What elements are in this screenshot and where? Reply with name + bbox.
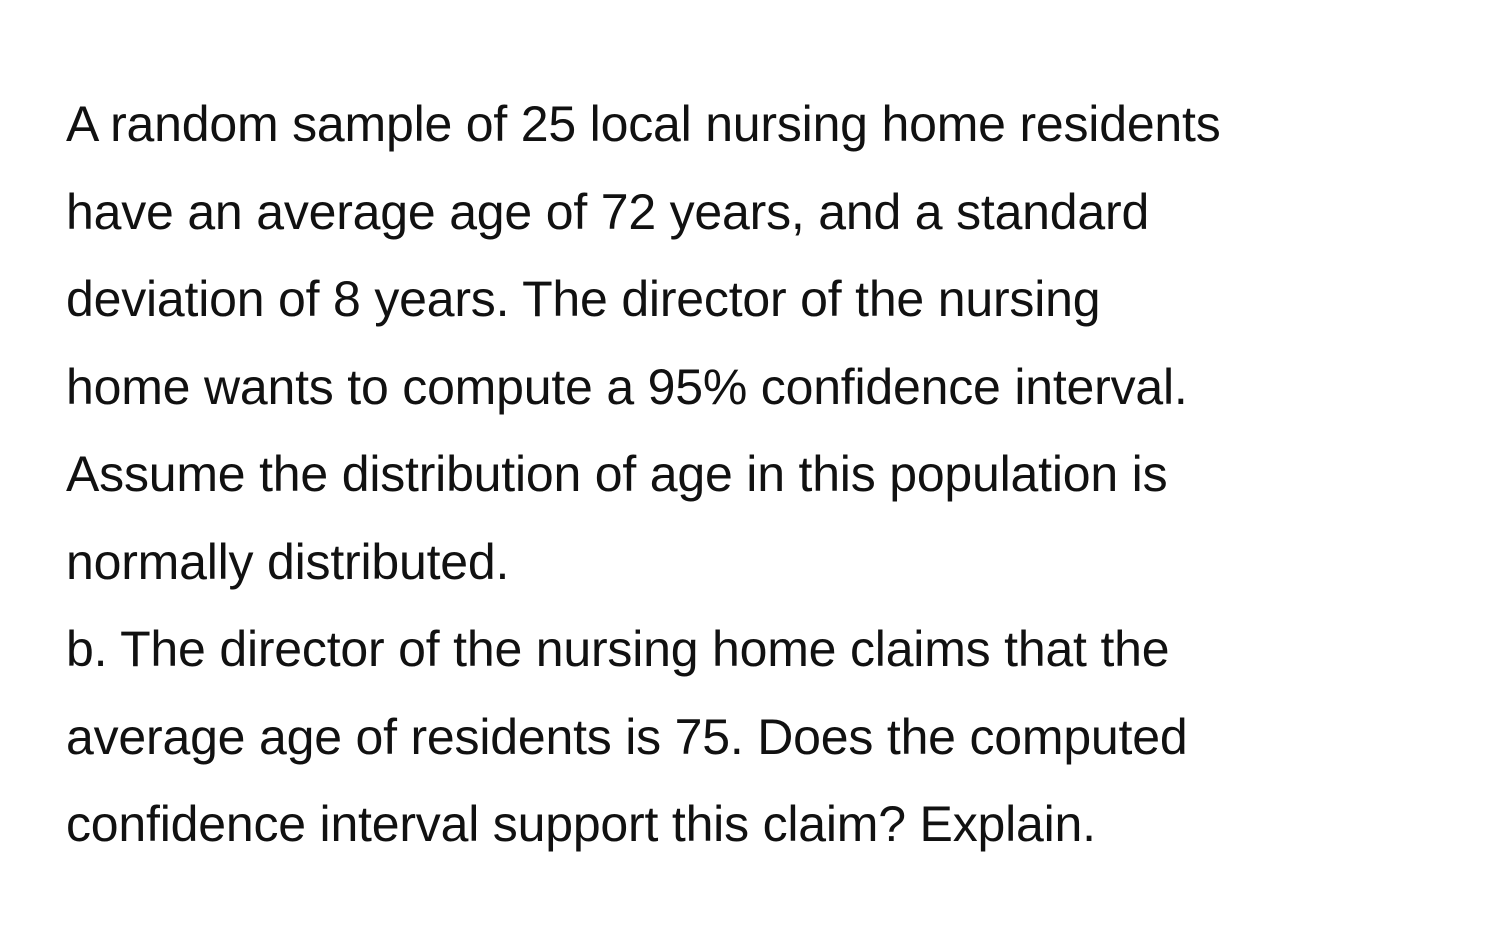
question-b-line-1: b. The director of the nursing home claims that the bbox=[66, 621, 1170, 677]
question-b-line-3: confidence interval support this claim? Explain. bbox=[66, 796, 1096, 852]
question-b-line-2: average age of residents is 75. Does the computed bbox=[66, 708, 1188, 765]
problem-text bbox=[66, 81, 1486, 869]
problem-line-2: have an average age of 72 years, and a standard bbox=[66, 183, 1150, 240]
problem-line-5: Assume the distribution of age in this population is bbox=[66, 446, 1168, 502]
problem-line-4: home wants to compute a 95% confidence interval. bbox=[66, 358, 1188, 415]
problem-line-1: A random sample of 25 local nursing home residents bbox=[66, 96, 1221, 152]
problem-line-3: deviation of 8 years. The director of the nursing bbox=[66, 271, 1101, 327]
problem-line-6: normally distributed. bbox=[66, 533, 510, 590]
